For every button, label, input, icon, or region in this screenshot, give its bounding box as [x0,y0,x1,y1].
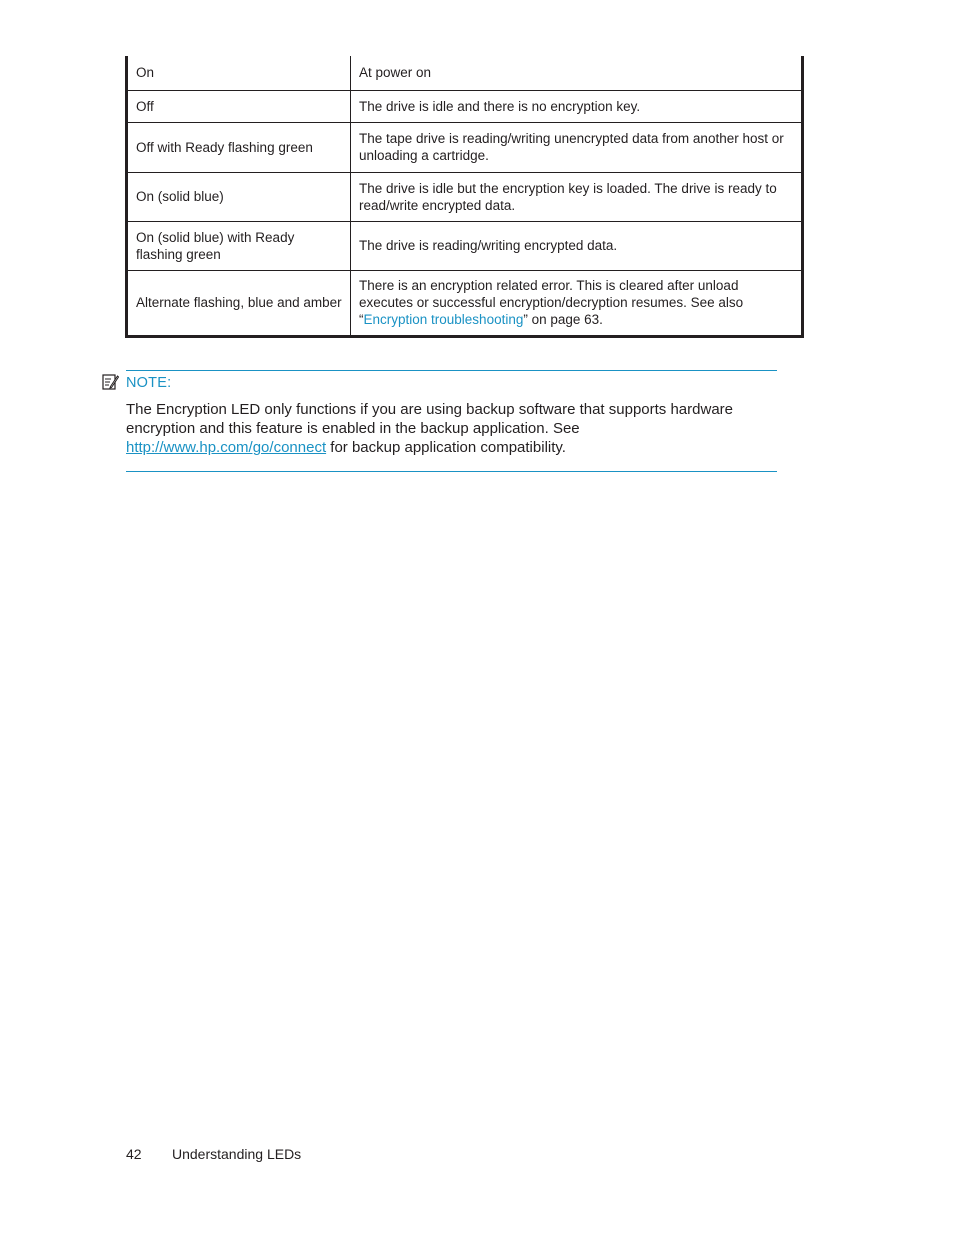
led-state-cell: Off [127,90,351,122]
led-meaning-cell: The drive is reading/writing encrypted data. [351,221,803,270]
table-row [127,56,803,90]
encryption-troubleshooting-link[interactable]: Encryption troubleshooting [363,312,524,327]
note-box [126,370,777,472]
led-meaning-cell: The drive is idle and there is no encryption key. [351,90,803,122]
note-text: for backup application compatibility. [326,439,566,456]
page-footer [126,1145,301,1163]
table-row [127,270,803,336]
led-status-table [125,56,804,338]
led-state-cell: On (solid blue) with Ready flashing green [127,221,351,270]
section-title: Understanding LEDs [172,1146,302,1162]
note-icon [102,373,119,390]
led-meaning-cell: The drive is idle but the encryption key is loaded. The drive is ready to read/write encrypted data. [351,172,803,221]
meaning-text: There is an encryption related error. This is cleared after unload executes or successful encryption/decryption resumes. See also “ [359,278,744,327]
note-body [126,400,777,457]
meaning-text: ” on page 63. [523,312,603,327]
note-heading: NOTE: [126,375,172,391]
led-state-cell: Off with Ready flashing green [127,122,351,172]
table-row [127,221,803,270]
page-number: 42 [126,1146,142,1162]
led-meaning-cell: At power on [351,56,803,90]
led-state-cell: On (solid blue) [127,172,351,221]
table-row [127,122,803,172]
led-meaning-cell: The tape drive is reading/writing unencrypted data from another host or unloading a cartridge. [351,122,803,172]
led-state-cell: On [127,56,351,90]
note-text: The Encryption LED only functions if you are using backup software that supports hardware encryption and this feature is enabled in the backup application. See [126,401,733,437]
hp-connect-link[interactable]: http://www.hp.com/go/connect [126,439,327,456]
led-state-cell: Alternate flashing, blue and amber [127,270,351,336]
table-row [127,90,803,122]
table-row [127,172,803,221]
led-meaning-cell [351,270,803,336]
